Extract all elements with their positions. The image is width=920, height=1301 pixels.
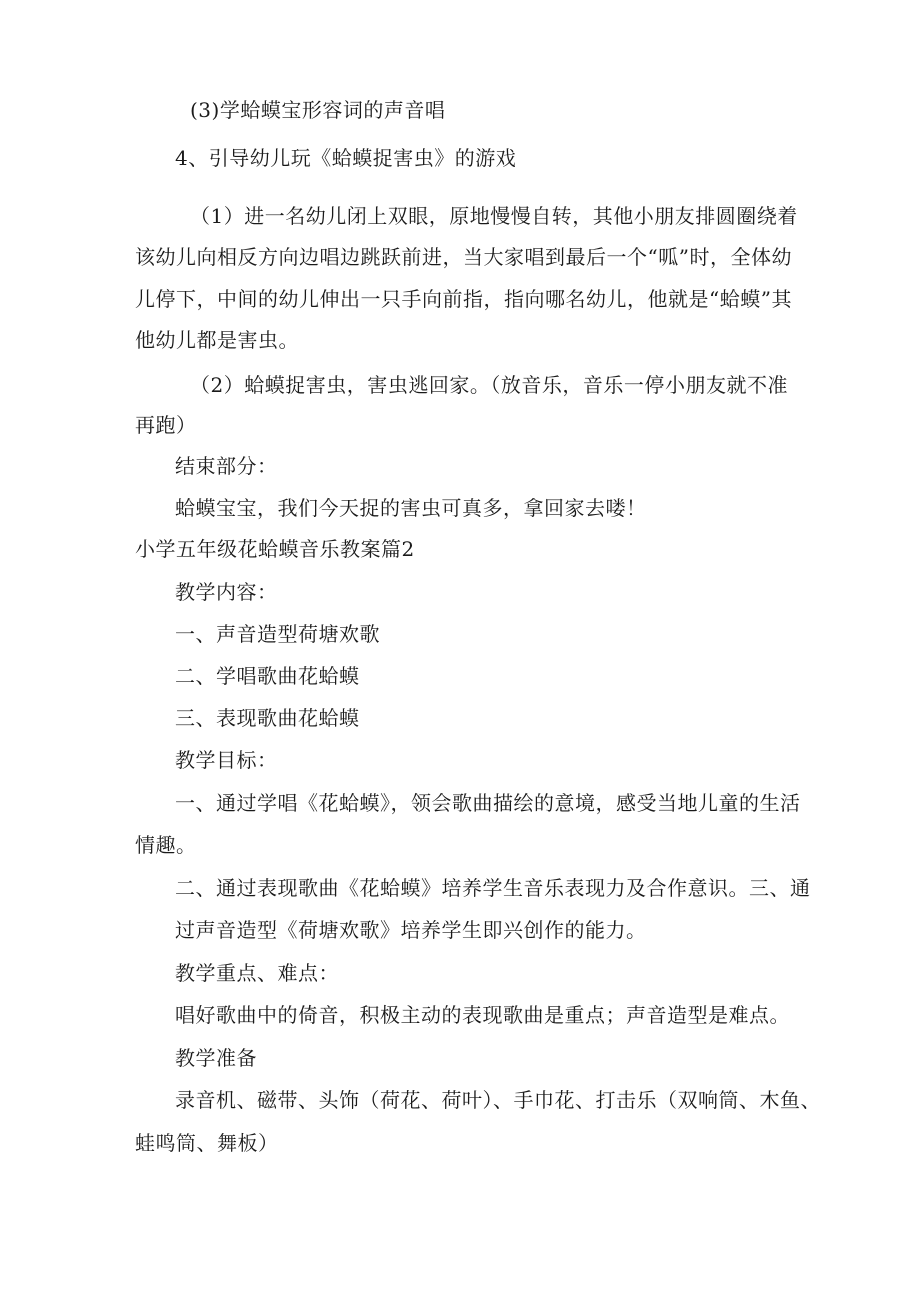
- text-line-12: 教学内容：: [175, 580, 278, 604]
- text-line-23: 教学准备: [175, 1046, 257, 1070]
- text-line-14: 二、学唱歌曲花蛤蟆: [175, 664, 360, 688]
- text-line-9: 结束部分：: [175, 454, 278, 478]
- text-line-16: 教学目标：: [175, 748, 278, 772]
- section-title: 小学五年级花蛤蟆音乐教案篇2: [135, 537, 415, 561]
- text-line-5: 儿停下，中间的幼儿伸出一只手向前指，指向哪名幼儿，他就是“蛤蟆”其: [135, 287, 792, 311]
- text-line-8: 再跑）: [135, 413, 197, 437]
- text-line-19: 二、通过表现歌曲《花蛤蟆》培养学生音乐表现力及合作意识。三、通: [175, 876, 811, 900]
- text-line-13: 一、声音造型荷塘欢歌: [175, 622, 380, 646]
- text-line-7: （2）蛤蟆捉害虫，害虫逃回家。（放音乐，音乐一停小朋友就不准: [190, 373, 788, 397]
- text-line-22: 唱好歌曲中的倚音，积极主动的表现歌曲是重点；声音造型是难点。: [175, 1003, 790, 1027]
- text-line-21: 教学重点、难点：: [175, 961, 339, 985]
- text-line-17: 一、通过学唱《花蛤蟆》，领会歌曲描绘的意境，感受当地儿童的生活: [175, 791, 801, 815]
- text-line-20: 过声音造型《荷塘欢歌》培养学生即兴创作的能力。: [175, 918, 647, 942]
- text-line-6: 他幼儿都是害虫。: [135, 328, 299, 352]
- text-line-15: 三、表现歌曲花蛤蟆: [175, 706, 360, 730]
- text-line-24: 录音机、磁带、头饰（荷花、荷叶）、手巾花、打击乐（双响筒、木鱼、: [175, 1088, 821, 1112]
- text-line-1: (3)学蛤蟆宝形容词的声音唱: [190, 98, 446, 122]
- text-line-4: 该幼儿向相反方向边唱边跳跃前进，当大家唱到最后一个“呱”时，全体幼: [135, 245, 792, 269]
- text-line-2: 4、引导幼儿玩《蛤蟆捉害虫》的游戏: [175, 146, 517, 170]
- text-line-10: 蛤蟆宝宝，我们今天捉的害虫可真多，拿回家去喽！: [175, 496, 647, 520]
- text-line-18: 情趣。: [135, 833, 197, 857]
- text-line-3: （1）进一名幼儿闭上双眼，原地慢慢自转，其他小朋友排圆圈绕着: [190, 204, 798, 228]
- text-line-25: 蛙鸣筒、舞板）: [135, 1131, 279, 1155]
